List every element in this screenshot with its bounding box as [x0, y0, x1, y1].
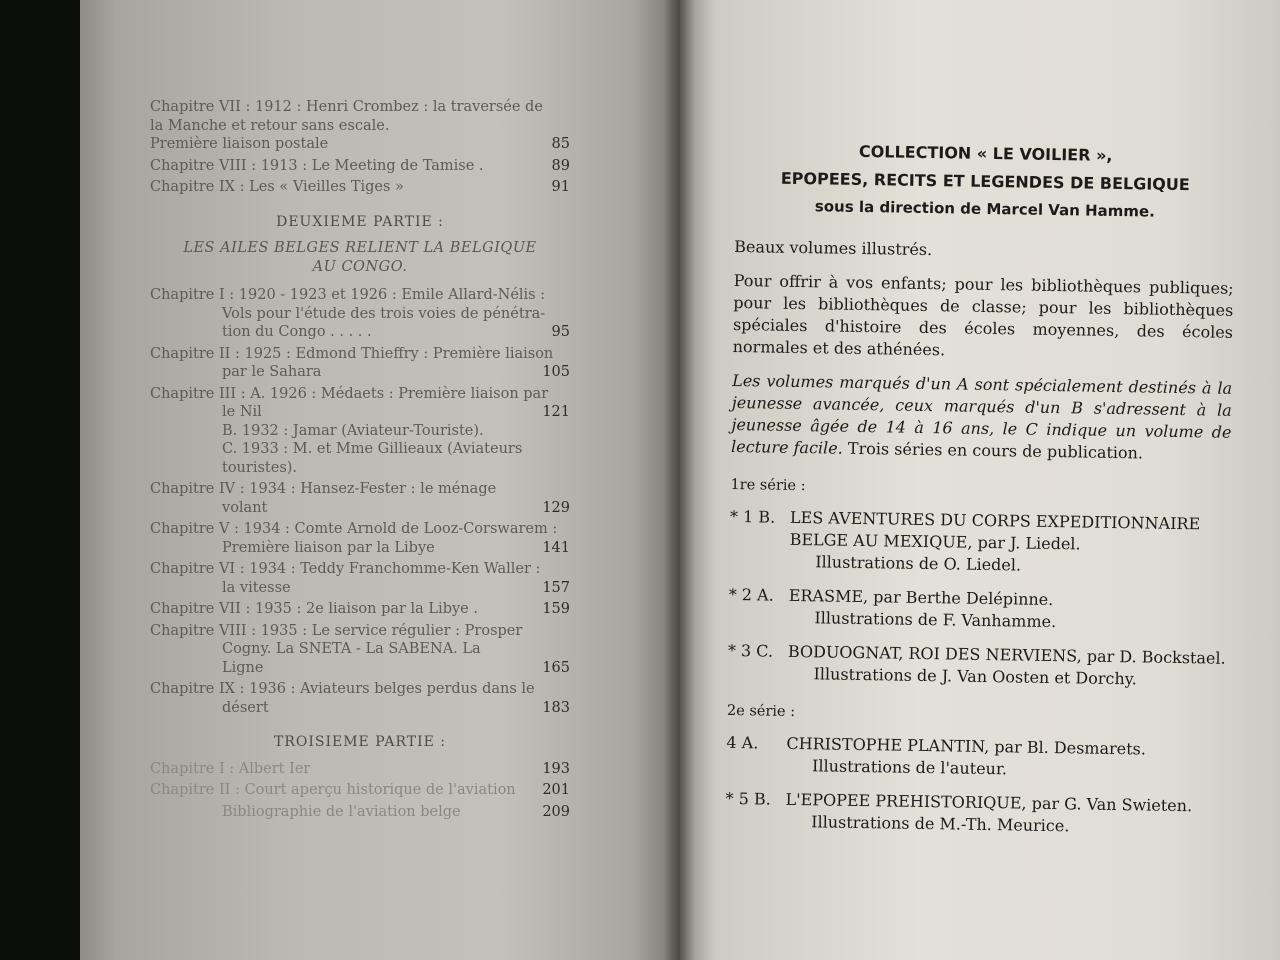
book-entry	[727, 640, 1228, 692]
toc-line: Première liaison postale	[150, 136, 329, 152]
toc-page-number: 89	[551, 157, 570, 174]
book-illustrator: Illustrations de O. Liedel.	[815, 552, 1022, 575]
toc-page-number: 209	[542, 803, 570, 820]
toc-entry-ch8-part1	[150, 157, 570, 176]
toc-line: Chapitre II : 1925 : Edmond Thieffry : Première liaison	[150, 345, 554, 362]
toc-entry-ch3	[150, 385, 570, 478]
book-mark: * 3 C.	[727, 640, 774, 661]
toc-page-number: 165	[542, 659, 570, 676]
toc-line: C. 1933 : M. et Mme Gillieaux (Aviateurs	[222, 441, 523, 457]
toc-line: la Manche et retour sans escale.	[150, 117, 390, 134]
audience-paragraph: Pour offrir à vos enfants; pour les bibliothèques publiques; pour les bibliothèques de classe; pour les bibliothèques spéciales d'histoire des écoles moyennes, des écoles normales et des athénées.	[732, 270, 1234, 360]
legend-paragraph	[731, 370, 1232, 466]
left-page	[80, 0, 680, 960]
book-entry	[726, 732, 1227, 784]
book-title: CHRISTOPHE PLANTIN, par Bl. Desmarets.	[786, 733, 1147, 759]
toc-page-number: 183	[542, 699, 570, 716]
toc-line: le Nil	[222, 404, 262, 420]
toc-page-number: 159	[542, 601, 570, 617]
toc-page-number: 85	[551, 136, 570, 152]
book-illustrator: Illustrations de F. Vanhamme.	[814, 608, 1057, 632]
toc-page-number: 105	[542, 364, 570, 380]
book-title: LES AVENTURES DU CORPS EXPEDITIONNAIRE BELGE AU MEXIQUE, par J. Liedel.	[789, 507, 1201, 554]
toc-entry-ch6	[150, 560, 570, 597]
toc-line: Vols pour l'étude des trois voies de pénétra-	[222, 305, 546, 322]
toc-page-number: 193	[542, 760, 570, 777]
book-entry	[729, 506, 1230, 580]
book-mark: 4 A.	[726, 732, 759, 753]
toc-entry-bibliography	[150, 803, 570, 822]
toc-line: Chapitre VI : 1934 : Teddy Franchomme-Ken Waller :	[150, 561, 541, 577]
toc-page-number: 157	[542, 579, 570, 596]
book-illustrator: Illustrations de M.-Th. Meurice.	[811, 812, 1070, 836]
toc-entry-history	[150, 781, 570, 800]
book-gutter	[664, 0, 694, 960]
book-mark: * 2 A.	[728, 584, 774, 605]
toc-line: désert	[222, 699, 269, 716]
toc-line: Chapitre VIII : 1935 : Le service régulier : Prosper	[150, 622, 523, 639]
book-illustrator: Illustrations de J. Van Oosten et Dorchy.	[813, 664, 1137, 689]
toc-entry-ch4	[150, 480, 570, 517]
toc-line: Première liaison par la Libye	[222, 539, 435, 556]
book-mark: * 1 B.	[729, 506, 776, 527]
toc-entry-ch5	[150, 520, 570, 557]
toc-line: Chapitre I : 1920 - 1923 et 1926 : Emile Allard-Nélis :	[150, 287, 546, 303]
toc-line: Chapitre II : Court aperçu historique de l'aviation	[150, 782, 516, 798]
toc-entry-ch7	[150, 600, 570, 619]
toc-entry-ch2	[150, 345, 570, 382]
book-entry	[728, 584, 1229, 636]
toc-line: Chapitre I : Albert Ier	[150, 760, 311, 777]
right-page	[680, 0, 1280, 960]
toc-line: Chapitre IX : Les « Vieilles Tiges »	[150, 179, 404, 195]
toc-entry-ch9	[150, 680, 570, 717]
collection-notice	[725, 136, 1236, 852]
part-three-title: TROISIEME PARTIE :	[273, 734, 447, 750]
toc-line: Chapitre VII : 1912 : Henri Crombez : la traversée de	[150, 99, 543, 115]
toc-line: B. 1932 : Jamar (Aviateur-Touriste).	[222, 422, 484, 439]
toc-page-number: 91	[551, 179, 570, 195]
legend-italic-text: Les volumes marqués d'un A sont spécialement destinés à la jeunesse avancée, ceux marqués d'un B s'adressent à la jeunesse âgée de 14 à 16 ans, le C indique un volume de lecture facile.	[730, 370, 1233, 458]
book-mark: * 5 B.	[725, 788, 771, 809]
intro-paragraph: Beaux volumes illustrés.	[734, 236, 933, 260]
series-one-label: 1re série :	[730, 476, 806, 495]
toc-entry-ch8	[150, 622, 570, 678]
toc-line: la vitesse	[222, 579, 291, 596]
part-two-title: DEUXIEME PARTIE :	[276, 213, 444, 230]
collection-title: COLLECTION « LE VOILIER »,	[858, 141, 1113, 165]
toc-line: touristes).	[222, 459, 298, 476]
toc-page-number: 129	[542, 499, 570, 516]
book-title: L'EPOPEE PREHISTORIQUE, par G. Van Swieten.	[785, 789, 1193, 816]
toc-line: Cogny. La SNETA - La SABENA. La	[222, 641, 481, 657]
legend-text: Trois séries en cours de publication.	[842, 438, 1144, 463]
table-of-contents	[150, 98, 570, 824]
toc-line: Chapitre III : A. 1926 : Médaets : Première liaison par	[150, 385, 549, 402]
book-title: BODUOGNAT, ROI DES NERVIENS, par D. Bockstael.	[787, 641, 1226, 668]
toc-page-number: 121	[542, 404, 570, 420]
book-illustrator: Illustrations de l'auteur.	[811, 756, 1008, 779]
toc-line: Ligne	[222, 659, 264, 676]
collection-editor: sous la direction de Marcel Van Hamme.	[814, 197, 1156, 221]
toc-page-number: 141	[542, 539, 570, 556]
toc-line: Chapitre VIII : 1913 : Le Meeting de Tamise .	[150, 157, 484, 174]
toc-line: Bibliographie de l'aviation belge	[222, 803, 461, 820]
toc-line: tion du Congo . . . . .	[222, 324, 372, 340]
toc-entry-ch7-part1	[150, 98, 570, 154]
toc-line: par le Sahara	[222, 364, 322, 380]
book-entry	[725, 788, 1226, 840]
toc-entry-ch9-part1	[150, 178, 570, 197]
toc-line: Chapitre VII : 1935 : 2e liaison par la Libye .	[150, 601, 478, 617]
part-two-subtitle	[150, 239, 570, 276]
toc-line: Chapitre IX : 1936 : Aviateurs belges perdus dans le	[150, 681, 535, 697]
collection-subtitle: EPOPEES, RECITS ET LEGENDES DE BELGIQUE	[780, 168, 1190, 195]
toc-entry-albert	[150, 760, 570, 779]
part-two-subtitle-line: LES AILES BELGES RELIENT LA BELGIQUE	[183, 240, 537, 256]
part-two-subtitle-line: AU CONGO.	[312, 258, 408, 275]
toc-line: Chapitre IV : 1934 : Hansez-Fester : le ménage	[150, 481, 497, 497]
book-title: ERASME, par Berthe Delépinne.	[788, 585, 1054, 610]
toc-page-number: 201	[542, 782, 570, 798]
toc-entry-ch1	[150, 286, 570, 342]
toc-page-number: 95	[551, 324, 570, 340]
series-two-label: 2e série :	[726, 702, 796, 720]
toc-line: volant	[222, 499, 268, 516]
toc-line: Chapitre V : 1934 : Comte Arnold de Looz-Corswarem :	[150, 521, 558, 537]
